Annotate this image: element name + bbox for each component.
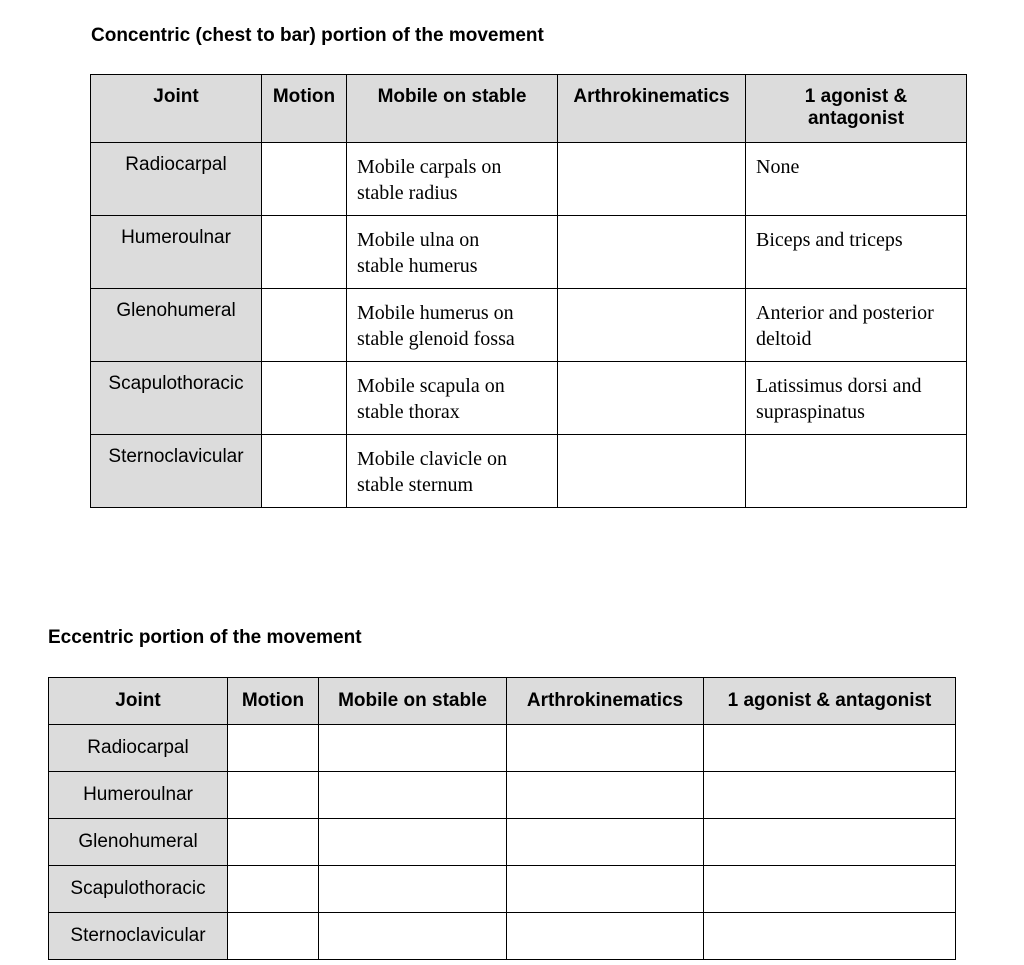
header-mobile-on-stable: Mobile on stable: [319, 678, 507, 725]
mobile-line2: stable humerus: [357, 255, 478, 277]
header-agonist-antagonist: 1 agonist & antagonist: [704, 678, 956, 725]
mobile-on-stable-cell[interactable]: [319, 725, 507, 772]
agonist-antagonist-cell[interactable]: [704, 866, 956, 913]
arthrokinematics-cell[interactable]: [507, 819, 704, 866]
mobile-on-stable-cell: [347, 362, 558, 435]
agonist-antagonist-cell[interactable]: [746, 435, 967, 508]
agonist-antagonist-cell[interactable]: [704, 725, 956, 772]
arthrokinematics-cell[interactable]: [507, 725, 704, 772]
header-row: [91, 75, 967, 143]
mobile-on-stable-cell[interactable]: [319, 772, 507, 819]
motion-cell[interactable]: [262, 435, 347, 508]
agonist-antagonist-cell: [746, 289, 967, 362]
joint-cell: Sternoclavicular: [91, 435, 262, 508]
header-agonist-antagonist: [746, 75, 967, 143]
joint-cell: Scapulothoracic: [49, 866, 228, 913]
header-joint: Joint: [49, 678, 228, 725]
mobile-on-stable-cell[interactable]: [319, 913, 507, 960]
joint-cell: Sternoclavicular: [49, 913, 228, 960]
table-row: [91, 216, 967, 289]
joint-cell: Radiocarpal: [91, 143, 262, 216]
arthrokinematics-cell[interactable]: [558, 216, 746, 289]
table-row: [49, 772, 956, 819]
arthrokinematics-cell[interactable]: [558, 362, 746, 435]
header-agonist-line1: 1 agonist &: [804, 86, 908, 107]
mobile-on-stable-cell: [347, 435, 558, 508]
mobile-line2: stable thorax: [357, 401, 460, 423]
agonist-line2: supraspinatus: [756, 401, 865, 423]
agonist-antagonist-cell[interactable]: [704, 913, 956, 960]
agonist-line1: None: [756, 156, 800, 178]
motion-cell[interactable]: [262, 216, 347, 289]
header-joint: Joint: [91, 75, 262, 143]
concentric-section-title: Concentric (chest to bar) portion of the movement: [91, 25, 544, 46]
arthrokinematics-cell[interactable]: [507, 913, 704, 960]
agonist-antagonist-cell[interactable]: [704, 772, 956, 819]
eccentric-section-title: Eccentric portion of the movement: [48, 627, 362, 648]
mobile-on-stable-cell: [347, 143, 558, 216]
agonist-line1: Latissimus dorsi and: [756, 375, 922, 397]
mobile-line2: stable radius: [357, 182, 458, 204]
agonist-line1: Biceps and triceps: [756, 229, 903, 251]
table-row: [91, 362, 967, 435]
motion-cell[interactable]: [262, 362, 347, 435]
agonist-antagonist-cell: [746, 143, 967, 216]
table-row: [91, 143, 967, 216]
joint-cell: Scapulothoracic: [91, 362, 262, 435]
mobile-line1: Mobile clavicle on: [357, 448, 507, 470]
mobile-on-stable-cell[interactable]: [319, 866, 507, 913]
arthrokinematics-cell[interactable]: [507, 772, 704, 819]
agonist-line2: deltoid: [756, 328, 812, 350]
header-motion: Motion: [262, 75, 347, 143]
arthrokinematics-cell[interactable]: [558, 289, 746, 362]
table-row: [91, 435, 967, 508]
mobile-on-stable-cell: [347, 289, 558, 362]
mobile-line2: stable glenoid fossa: [357, 328, 515, 350]
mobile-line1: Mobile carpals on: [357, 156, 502, 178]
motion-cell[interactable]: [228, 725, 319, 772]
joint-cell: Humeroulnar: [49, 772, 228, 819]
mobile-line2: stable sternum: [357, 474, 474, 496]
header-row: [49, 678, 956, 725]
concentric-table: [90, 74, 967, 508]
mobile-line1: Mobile humerus on: [357, 302, 514, 324]
arthrokinematics-cell[interactable]: [558, 143, 746, 216]
mobile-line1: Mobile ulna on: [357, 229, 480, 251]
header-arthrokinematics: Arthrokinematics: [507, 678, 704, 725]
joint-cell: Humeroulnar: [91, 216, 262, 289]
joint-cell: Glenohumeral: [49, 819, 228, 866]
agonist-antagonist-cell: [746, 362, 967, 435]
mobile-on-stable-cell: [347, 216, 558, 289]
header-mobile-on-stable: Mobile on stable: [347, 75, 558, 143]
motion-cell[interactable]: [262, 289, 347, 362]
eccentric-table: [48, 677, 956, 960]
joint-cell: Radiocarpal: [49, 725, 228, 772]
mobile-on-stable-cell[interactable]: [319, 819, 507, 866]
agonist-antagonist-cell[interactable]: [704, 819, 956, 866]
header-motion: Motion: [228, 678, 319, 725]
table-row: [49, 725, 956, 772]
joint-cell: Glenohumeral: [91, 289, 262, 362]
table-row: [49, 866, 956, 913]
arthrokinematics-cell[interactable]: [558, 435, 746, 508]
motion-cell[interactable]: [228, 866, 319, 913]
table-row: [91, 289, 967, 362]
motion-cell[interactable]: [262, 143, 347, 216]
mobile-line1: Mobile scapula on: [357, 375, 505, 397]
table-row: [49, 819, 956, 866]
motion-cell[interactable]: [228, 772, 319, 819]
agonist-antagonist-cell: [746, 216, 967, 289]
motion-cell[interactable]: [228, 819, 319, 866]
table-row: [49, 913, 956, 960]
header-agonist-line2: antagonist: [807, 108, 905, 129]
motion-cell[interactable]: [228, 913, 319, 960]
agonist-line1: Anterior and posterior: [756, 302, 934, 324]
arthrokinematics-cell[interactable]: [507, 866, 704, 913]
header-arthrokinematics: Arthrokinematics: [558, 75, 746, 143]
